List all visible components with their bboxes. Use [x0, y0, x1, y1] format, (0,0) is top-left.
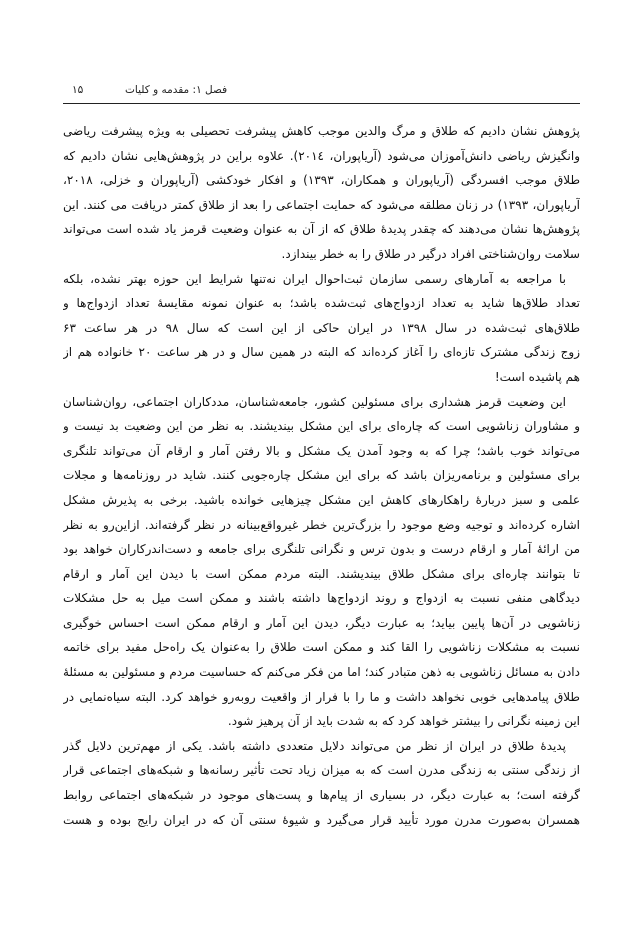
- text-line: طلاق موجب افسردگی (آریاپوران و همکاران، ۱۳۹۳) و افکار خودکشی (آریاپوران و خزلی، ۲۰۱۸،: [63, 173, 580, 188]
- text-line: زناشویی در آن‌ها پایین بیاید؛ به عبارت دیگر، دیدن این آمار و ارقام ممکن است احساس خوگیری: [63, 615, 580, 630]
- paragraph: [63, 119, 580, 267]
- text-line: نسبت به مشکلات زناشویی را القا کند و ممکن است طلاق را به‌عنوان یک راه‌حل مفید برای خاتمه: [63, 640, 580, 655]
- text-line: زوج زندگی مشترک تازه‌ای را آغاز کرده‌اند که البته در همین سال و در هر ساعت ۲۰ خانواده هم از: [63, 345, 580, 360]
- page-number: ۱۵: [72, 84, 84, 96]
- text-line: برای مسئولین و برنامه‌ریزان باشد که برای این مشکل چاره‌جویی کنند. شاید در روزنامه‌ها و مجلات: [63, 468, 580, 483]
- text-line: می‌تواند خوب باشد؛ چرا که به وجود آمدن یک مشکل و بالا رفتن آمار و ارقام آن می‌تواند تلنگری: [63, 443, 580, 458]
- text-line: من ارائۀ آمار و ارقام درست و بدون ترس و نگرانی تلنگری برای جامعه و دست‌اندرکاران خواهد بود: [63, 542, 580, 557]
- text-line: دیدگاهی منفی نسبت به ازدواج و روند ازدواج‌ها داشته باشند و ممکن است میل به حل مشکلات: [63, 591, 580, 606]
- text-line: سلامت روان‌شناختی افراد درگیر در طلاق را به خطر بیندازد.: [281, 246, 580, 261]
- text-line: و مشاوران زناشویی است که چاره‌ای برای این مشکل بیندیشند. به نظر من این وضعیت بد نیست و: [63, 419, 580, 434]
- paragraph: [63, 734, 580, 832]
- text-line: علمی و سبز دربارۀ راهکارهای کاهش این مشکل چیزهایی خوانده باشید. برخی به پذیرش مشکل: [63, 492, 580, 507]
- chapter-title: فصل ۱: مقدمه و کلیات: [125, 84, 228, 96]
- paragraph: [63, 390, 580, 734]
- text-line: گرفته است؛ به عبارت دیگر، در بسیاری از پیام‌ها و پست‌های موجود در شبکه‌های اجتماعی روابط: [63, 788, 580, 803]
- text-line: این وضعیت قرمز هشداری برای مسئولین کشور، جامعه‌شناسان، مددکاران اجتماعی، روان‌شناسان: [63, 394, 566, 409]
- header-rule: [63, 103, 580, 104]
- text-line: این زمینه نگرانی را بیشتر خواهد کرد که به شدت باید از آن پرهیز شود.: [227, 714, 580, 729]
- text-line: اشاره کرده‌اند و توجیه وضع موجود را بزرگ‌ترین خطر غیرواقع‌بینانه در نظر گرفته‌اند. ازاین‌رو به نظر: [63, 517, 580, 532]
- body-text: [63, 119, 580, 832]
- text-line: پژوهش‌ها نشان می‌دهند که چقدر پدیدۀ طلاق که از آن به عنوان وضعیت قرمز یاد شده است می‌تواند: [63, 222, 580, 237]
- text-line: طلاق‌های ثبت‌شده در سال ۱۳۹۸ در ایران حاکی از این است که سال ۹۸ در هر ساعت ۶۳: [63, 320, 580, 335]
- text-line: پژوهش نشان دادیم که طلاق و مرگ والدین موجب کاهش پیشرفت تحصیلی به ویژه پیشرفت ریاضی: [63, 124, 580, 138]
- paragraph: [63, 267, 580, 390]
- running-header: [63, 84, 580, 102]
- text-line: با مراجعه به آمارهای رسمی سازمان ثبت‌احوال ایران نه‌تنها شرایط این حوزه بهتر نشده، بلکه: [63, 271, 566, 286]
- text-line: آریاپوران، ۱۳۹۳) در زنان مطلقه می‌شود که حمایت اجتماعی را بعد از طلاق کمتر دریافت می کنند. این: [63, 197, 580, 212]
- text-line: از زندگی سنتی به زندگی مدرن است که به میزان زیاد تحت تأثیر رسانه‌ها و شبکه‌های اجتماعی قرار: [63, 763, 580, 778]
- text-line: هم پاشیده است!: [494, 369, 580, 384]
- text-line: طلاق پیامدهایی خوبی نخواهد داشت و ما را با فرار از واقعیت روبه‌رو خواهد کرد. البته سیاه‌نمایی در: [63, 689, 580, 704]
- text-line: وانگیزش ریاضی دانش‌آموزان می‌شود (آریاپوران، ۲۰۱٤). علاوه براین در پژوهش‌هایی نشان دادیم که: [63, 148, 580, 163]
- text-line: دادن به مسائل زناشویی به ذهن متبادر کند؛ اما من فکر می‌کنم که حساسیت مردم و مسئولین به مسئلۀ: [63, 665, 580, 680]
- text-line: همسران به‌صورت مدرن مورد تأیید قرار می‌گیرد و شیوۀ سنتی آن که در ایران رایج بوده و هست: [63, 812, 580, 827]
- text-line: تا بتوانند چاره‌ای برای مشکل طلاق بیندیشند. البته مردم ممکن است با دیدن این آمار و ارقام: [63, 566, 580, 581]
- text-line: پدیدۀ طلاق در ایران از نظر من می‌تواند دلایل متعددی داشته باشد. یکی از مهم‌ترین دلایل گذر: [63, 738, 566, 753]
- text-line: تعداد طلاق‌ها شاید به تعداد ازدواج‌های ثبت‌شده باشد؛ به عنوان نمونه مقایسۀ تعداد ازدواج‌ها و: [63, 296, 580, 311]
